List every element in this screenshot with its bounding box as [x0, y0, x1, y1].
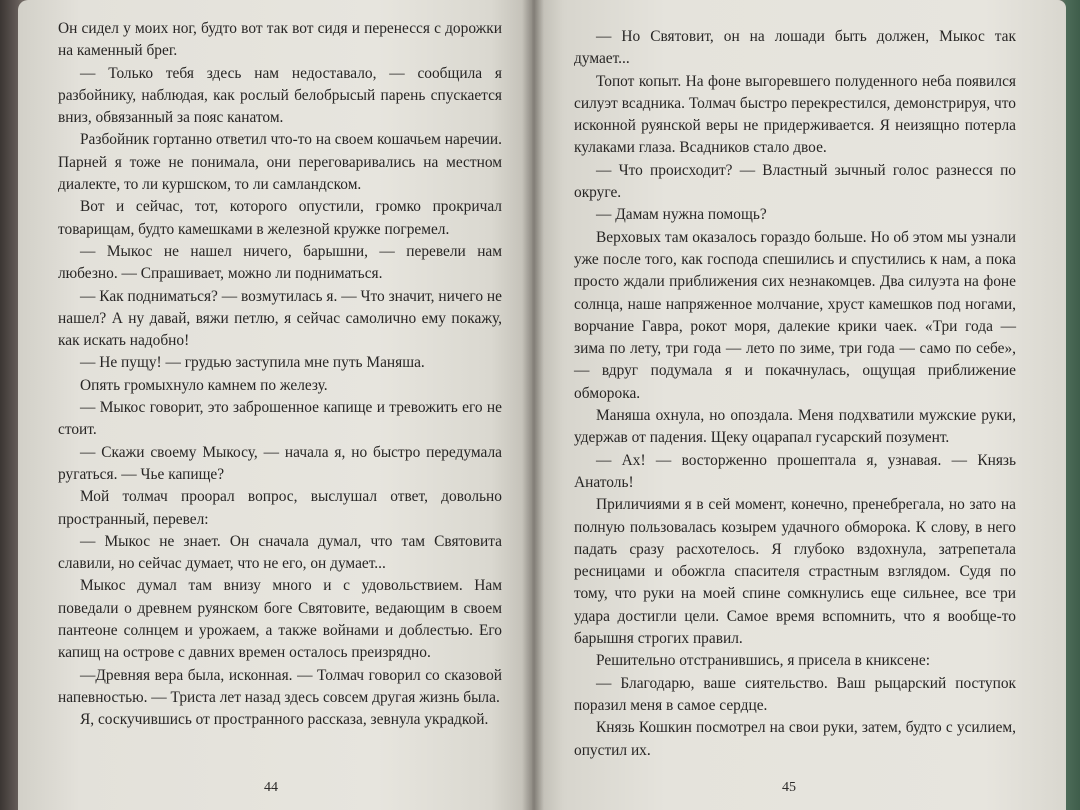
paragraph: Маняша охнула, но опоздала. Меня подхватили мужские руки, удержав от падения. Щеку оцарапал гусарский позумент.: [574, 407, 1016, 447]
paragraph: — Мыкос не нашел ничего, барышни, — перевели нам любезно. — Спрашивает, можно ли подниматься.: [58, 242, 502, 283]
paragraph: — Скажи своему Мыкосу, — начала я, но быстро передумала ругаться. — Чье капище?: [58, 443, 502, 483]
paragraph: Разбойник гортанно ответил что-то на своем кошачьем наречии. Парней я тоже не понимала, они переговаривались на местном диалекте, то ли куршском, то ли самландском.: [58, 131, 502, 194]
right-page: [532, 0, 1066, 810]
paragraph: Он сидел у моих ног, будто вот так вот сидя и перенесся с дорожки на каменный брег.: [58, 20, 502, 60]
left-page: [18, 0, 532, 810]
paragraph: — Дамам нужна помощь?: [596, 206, 767, 224]
paragraph: — Благодарю, ваше сиятельство. Ваш рыцарский поступок поразил меня в самое сердце.: [574, 674, 1016, 714]
paragraph: — Ах! — восторженно прошептала я, узнавая. — Князь Анатоль!: [574, 451, 1016, 491]
right-page-text: [574, 26, 1016, 762]
paragraph: Приличиями я в сей момент, конечно, пренебрегала, но зато на полную пользовалась козырем удачного обморока. К слову, в него падать сразу расхотелось. Я глубоко вздохнула, затрепетала ресницами и обожгла спасителя страстным взглядом. Судя по тому, что руки на моей спине сомкнулись еще сильнее, все три удара достигли цели. Самое время вспомнить, что я вообще-то барышня строгих правил.: [574, 496, 1016, 648]
left-page-text: [58, 18, 502, 732]
paragraph: —Древняя вера была, исконная. — Толмач говорил со сказовой напевностью. — Триста лет назад здесь совсем другая жизнь была.: [58, 666, 502, 706]
paragraph: — Не пущу! — грудью заступила мне путь Маняша.: [80, 354, 425, 372]
paragraph: Я, соскучившись от пространного рассказа, зевнула украдкой.: [80, 711, 489, 729]
paragraph: — Как подниматься? — возмутилась я. — Что значит, ничего не нашел? А ну давай, вяжи петлю, я сейчас самолично ему покажу, как искать надобно!: [58, 287, 502, 350]
paragraph: Мой толмач проорал вопрос, выслушал ответ, довольно пространный, перевел:: [58, 488, 502, 528]
paragraph: — Но Святовит, он на лошади быть должен, Мыкос так думает...: [574, 28, 1016, 68]
page-number-left: 44: [264, 780, 278, 795]
paragraph: — Что происходит? — Властный зычный голос разнесся по округе.: [574, 161, 1016, 202]
paragraph: Топот копыт. На фоне выгоревшего полуденного неба появился силуэт всадника. Толмач быстро перекрестился, демонстрируя, что исконной руянской веры не придерживается. Я неизящно потерла кулаками глаза. Всадников стало двое.: [574, 72, 1016, 157]
paragraph: — Мыкос говорит, это заброшенное капище и тревожить его не стоит.: [58, 399, 502, 439]
paragraph: — Мыкос не знает. Он сначала думал, что там Святовита славили, но сейчас думает, что не его, он думает...: [58, 532, 502, 573]
paragraph: Решительно отстранившись, я присела в книксене:: [596, 652, 931, 670]
paragraph: Вот и сейчас, тот, которого опустили, громко прокричал товарищам, будто камешками в железной кружке погремел.: [58, 198, 502, 238]
page-number-right: 45: [782, 780, 796, 795]
paragraph: Верховых там оказалось гораздо больше. Но об этом мы узнали уже после того, как господа спешились и спустились к нам, а пока просто ждали приближения сих незнакомцев. Два силуэта на фоне солнца, наше напряженное молчание, хруст камешков под ногами, ворчание Гавра, рокот моря, далекие крики чаек. «Три года — зима по лету, три года — лето по зиме, три года — само по себе», — вдруг подумала я и покачнулась, ощущая приближение обморока.: [574, 228, 1016, 402]
paragraph: — Только тебя здесь нам недоставало, — сообщила я разбойнику, наблюдая, как рослый белобрысый парень спускается вниз, обвязанный за пояс канатом.: [58, 64, 502, 127]
paragraph: Князь Кошкин посмотрел на свои руки, затем, будто с усилием, опустил их.: [574, 719, 1016, 759]
paragraph: Мыкос думал там внизу много и с удовольствием. Нам поведали о древнем руянском боге Святовите, ведающим в своем пантеоне солнцем и урожаем, а также войнами и доблестью. Его капищ на острове с давних времен осталось преизрядно.: [58, 577, 502, 662]
paragraph: Опять громыхнуло камнем по железу.: [80, 376, 328, 394]
